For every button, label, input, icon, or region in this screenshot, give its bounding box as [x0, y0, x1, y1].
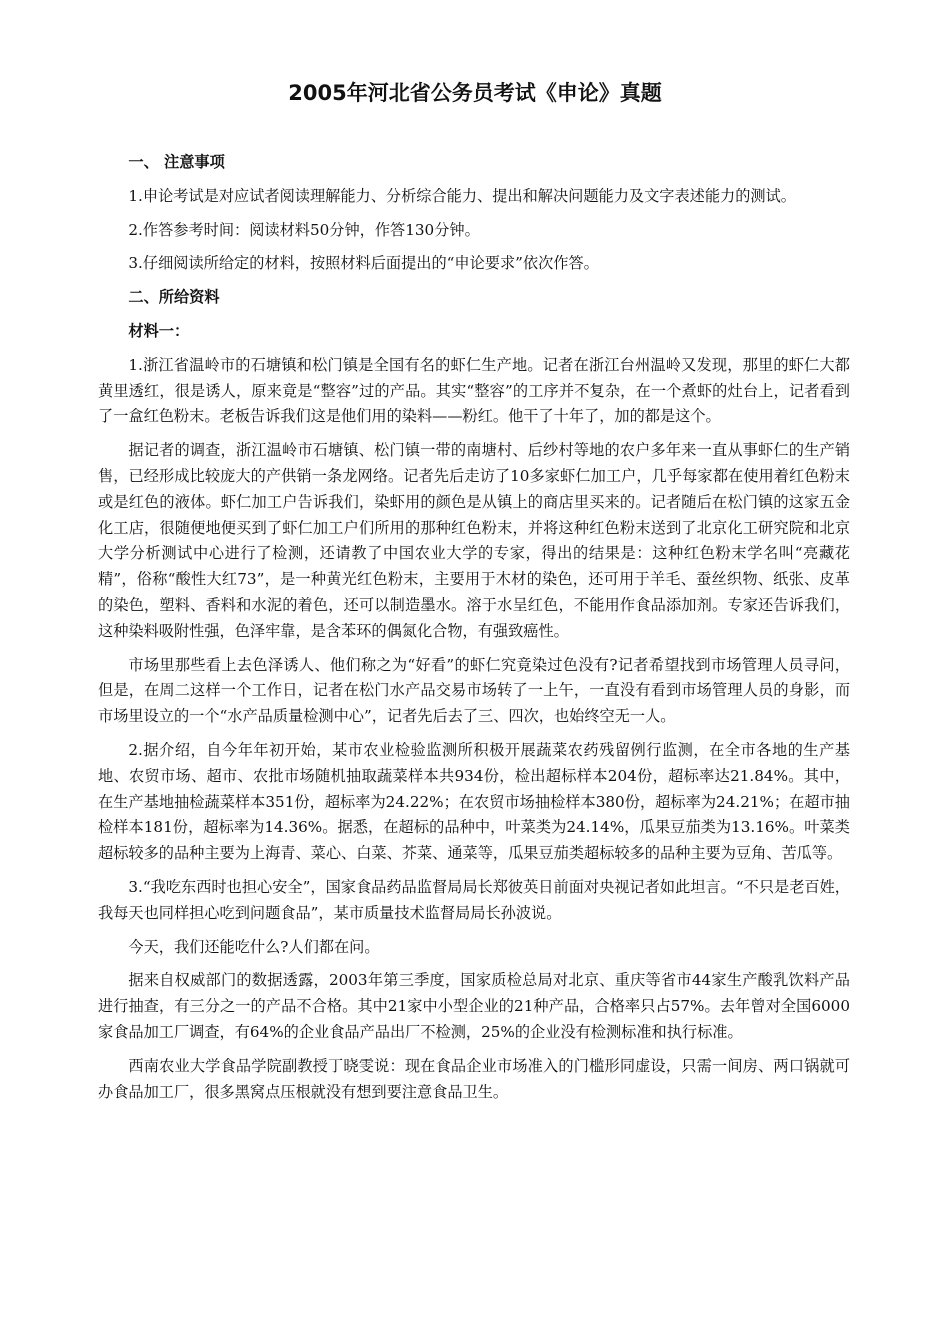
material-paragraph: 3.“我吃东西时也担心安全”，国家食品药品监督局局长郑彼英日前面对央视记者如此坦言。“不只是老百姓，我每天也同样担心吃到问题食品”，某市质量技术监督局局长孙波说。	[98, 877, 850, 922]
material-one-heading: 材料一：	[128, 321, 190, 340]
material-paragraph: 市场里那些看上去色泽诱人、他们称之为“好看”的虾仁究竟染过色没有?记者希望找到市场管理人员寻问，但是，在周二这样一个工作日，记者在松门水产品交易市场转了一上午，一直没有看到市场管理人员的身影，而市场里设立的一个“水产品质量检测中心”，记者先后去了三、四次，也始终空无一人。	[98, 655, 850, 726]
notes-item: 3.仔细阅读所给定的材料，按照材料后面提出的“申论要求”依次作答。	[128, 254, 599, 273]
document-body	[98, 150, 850, 1113]
document-title: 2005年河北省公务员考试《申论》真题	[288, 81, 662, 105]
material-paragraph: 据记者的调查，浙江温岭市石塘镇、松门镇一带的南塘村、后纱村等地的农户多年来一直从事虾仁的生产销售，已经形成比较庞大的产供销一条龙网络。记者先后走访了10多家虾仁加工户，几乎每家都在使用着红色粉末或是红色的液体。虾仁加工户告诉我们，染虾用的颜色是从镇上的商店里买来的。记者随后在松门镇的这家五金化工店，很随便地便买到了虾仁加工户们所用的那种红色粉末，并将这种红色粉末送到了北京化工研究院和北京大学分析测试中心进行了检测，还请教了中国农业大学的专家，得出的结果是：这种红色粉末学名叫“亮藏花精”，俗称“酸性大红73”，是一种黄光红色粉末，主要用于木材的染色，还可用于羊毛、蚕丝织物、纸张、皮革的染色，塑料、香料和水泥的着色，还可以制造墨水。溶于水呈红色，不能用作食品添加剂。专家还告诉我们，这种染料吸附性强，色泽牢靠，是含苯环的偶氮化合物，有强致癌性。	[98, 441, 850, 640]
notes-item: 2.作答参考时间：阅读材料50分钟，作答130分钟。	[128, 220, 480, 239]
material-paragraph: 据来自权威部门的数据透露，2003年第三季度，国家质检总局对北京、重庆等省市44家生产酸乳饮料产品进行抽查，有三分之一的产品不合格。其中21家中小型企业的21种产品，合格率只占57%。去年曾对全国6000家食品加工厂调查，有64%的企业食品产品出厂不检测，25%的企业没有检测标准和执行标准。	[98, 971, 850, 1041]
material-paragraph: 今天，我们还能吃什么?人们都在问。	[128, 937, 380, 956]
material-paragraph: 2.据介绍，自今年年初开始，某市农业检验监测所积极开展蔬菜农药残留例行监测，在全市各地的生产基地、农贸市场、超市、农批市场随机抽取蔬菜样本共934份，检出超标样本204份，超标率达21.84%。其中，在生产基地抽检蔬菜样本351份，超标率为24.22%；在农贸市场抽检样本380份，超标率为24.21%；在超市抽检样本181份，超标率为14.36%。据悉，在超标的品种中，叶菜类为24.14%，瓜果豆茄类为13.16%。叶菜类超标较多的品种主要为上海青、菜心、白菜、芥菜、通菜等，瓜果豆茄类超标较多的品种主要为豆角、苦瓜等。	[98, 740, 850, 863]
notes-item: 1.申论考试是对应试者阅读理解能力、分析综合能力、提出和解决问题能力及文字表述能力的测试。	[128, 186, 796, 205]
section-heading-materials: 二、所给资料	[128, 288, 220, 307]
section-heading-notes: 一、 注意事项	[128, 153, 225, 171]
material-paragraph: 西南农业大学食品学院副教授丁晓雯说：现在食品企业市场准入的门槛形同虚设，只需一间房、两口锅就可办食品加工厂，很多黑窝点压根就没有想到要注意食品卫生。	[98, 1056, 850, 1101]
material-paragraph: 1.浙江省温岭市的石塘镇和松门镇是全国有名的虾仁生产地。记者在浙江台州温岭又发现，那里的虾仁大都黄里透红，很是诱人，原来竟是“整容”过的产品。其实“整容”的工序并不复杂，在一个煮虾的灶台上，记者看到了一盒红色粉末。老板告诉我们这是他们用的染料——粉红。他干了十年了，加的都是这个。	[98, 355, 850, 426]
